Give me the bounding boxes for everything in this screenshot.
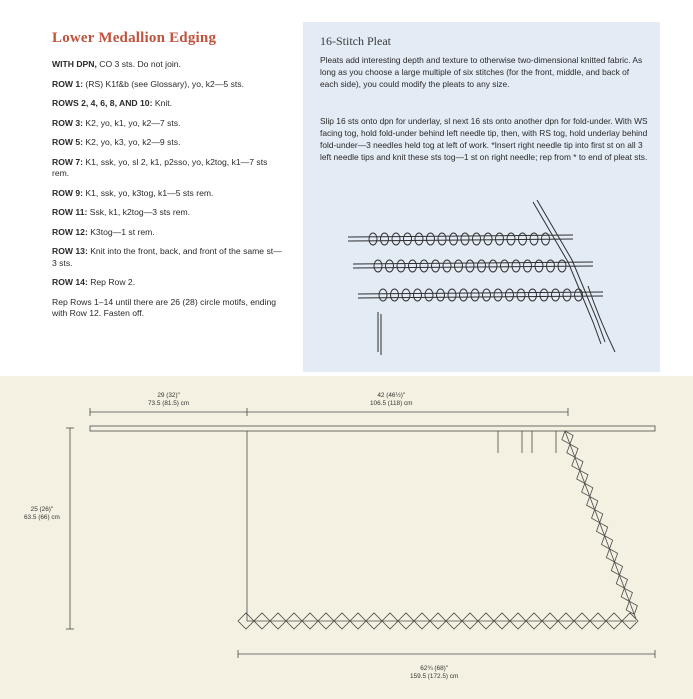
top-band: [90, 426, 655, 431]
stitch-loop: [466, 260, 474, 272]
stitch-loop: [381, 233, 389, 245]
stitch-loop: [391, 289, 399, 301]
dim-label-bottom: 62¾ (68)" 159.5 (172.5) cm: [410, 665, 459, 680]
edging-row: [52, 59, 284, 71]
stitch-loop: [369, 233, 377, 245]
edging-row-label: ROW 1:: [52, 78, 84, 89]
stitch-loop: [415, 233, 423, 245]
edging-row-text: Rep Rows 1–14 until there are 26 (28) circle motifs, ending with Row 12. Fasten off.: [52, 296, 277, 318]
edging-row: [52, 227, 284, 239]
stitch-loop: [552, 289, 560, 301]
edging-row-text: K1, ssk, yo, sl 2, k1, p2sso, yo, k2tog, k1—7 sts rem.: [52, 156, 268, 178]
body-slanted-edge: [565, 431, 636, 619]
edging-row: [52, 137, 284, 149]
pleat-needles-illustration: [303, 22, 660, 372]
stitch-loop: [455, 260, 463, 272]
right-needle: [533, 202, 601, 344]
dim-label-top-left: 29 (32)" 73.5 (81.5) cm: [148, 392, 190, 407]
pleat-paragraph-method: Slip 16 sts onto dpn for underlay, sl next 16 sts onto another dpn for fold-under. With WS facing tog, hold fold-under behind left needle tip, then, with RS tog, hold underlay behind fold-under—3 needles held tog at left of work. *Insert right needle tip into first st on all 3 left needle tips and knit these sts tog—1 st on right needle; rep from * to end of pleat sts.: [320, 116, 648, 162]
edging-row: [52, 118, 284, 130]
stitch-loop: [404, 233, 412, 245]
edging-row-text: Knit into the front, back, and front of the same st—3 sts.: [52, 246, 282, 268]
edging-row-label: ROW 5:: [52, 137, 84, 147]
edging-row: [52, 246, 284, 269]
stitch-loop: [529, 289, 537, 301]
pleat-title: 16-Stitch Pleat: [320, 34, 391, 48]
edging-section: [52, 30, 284, 328]
edging-row: [52, 297, 284, 320]
stitch-loop: [512, 260, 520, 272]
stitch-loop: [507, 233, 515, 245]
stitch-loop: [450, 233, 458, 245]
stitch-loop: [506, 289, 514, 301]
edging-row-label: ROW 9:: [52, 187, 84, 198]
edging-row-text: Ssk, k1, k2tog—3 sts rem.: [87, 207, 191, 217]
edging-row: [52, 157, 284, 180]
stitch-loop: [473, 233, 481, 245]
stitch-loop: [386, 260, 394, 272]
pleat-paragraph-intro: Pleats add interesting depth and texture to otherwise two-dimensional knitted fabric. As long as you choose a large multiple of six stitches (for the front, middle, and back of each side), you could modify the pleats to any size.: [320, 55, 643, 89]
stitch-loop: [409, 260, 417, 272]
edging-row-text: (RS) K1f&b (see Glossary), yo, k2—5 sts.: [83, 78, 244, 89]
dim-label-top-right: 42 (46½)" 106.5 (118) cm: [370, 392, 413, 407]
medallion-edging-side: [562, 431, 638, 614]
stitch-loop: [501, 260, 509, 272]
stitch-loop: [496, 233, 504, 245]
edging-row-label: ROW 14:: [52, 277, 88, 287]
stitch-loop: [379, 289, 387, 301]
edging-row-text: K3tog—1 st rem.: [87, 226, 155, 237]
stitch-loop: [443, 260, 451, 272]
edging-row-label: ROW 3:: [52, 117, 84, 128]
stitch-loop: [374, 260, 382, 272]
stitch-loop: [489, 260, 497, 272]
stitch-loop: [448, 289, 456, 301]
stitch-loop: [524, 260, 532, 272]
edging-row-text: Knit.: [152, 98, 173, 108]
edging-row-label: ROW 7:: [52, 156, 84, 167]
edging-title: Lower Medallion Edging: [52, 30, 217, 46]
stitch-loop: [563, 289, 571, 301]
stitch-loop: [437, 289, 445, 301]
pleat-sidebar: [303, 22, 660, 372]
needle-bottom: [358, 292, 603, 294]
edging-row-label: ROW 11:: [52, 207, 88, 217]
stitch-loop: [414, 289, 422, 301]
dim-label-side: 25 (26)" 63.5 (66) cm: [24, 506, 60, 521]
stitch-loop: [483, 289, 491, 301]
stitch-loop: [540, 289, 548, 301]
edging-row-text: CO 3 sts. Do not join.: [96, 59, 181, 69]
stitch-loop: [397, 260, 405, 272]
stitch-loop: [478, 260, 486, 272]
edging-row-label: ROWS 2, 4, 6, 8, AND 10:: [52, 98, 153, 108]
edging-row: [52, 277, 284, 289]
fabric-edge: [378, 312, 381, 355]
edging-row-text: K2, yo, k3, yo, k2—9 sts.: [83, 137, 181, 147]
garment-schematic: [0, 376, 693, 699]
stitch-loop: [432, 260, 440, 272]
edging-row-text: Rep Row 2.: [87, 277, 136, 287]
stitch-loop: [461, 233, 469, 245]
edging-row-label: ROW 13:: [52, 246, 88, 256]
edging-row: [52, 207, 284, 219]
edging-row-text: K2, yo, k1, yo, k2—7 sts.: [83, 117, 181, 128]
schematic-drawing: [0, 376, 693, 699]
stitch-loop: [484, 233, 492, 245]
edging-diamonds-side: [562, 431, 638, 614]
edging-row: [52, 79, 284, 91]
stitch-loop: [471, 289, 479, 301]
edging-row: [52, 188, 284, 200]
edging-rows: [52, 59, 284, 320]
edging-row-label: ROW 12:: [52, 226, 88, 237]
stitch-loop: [392, 233, 400, 245]
stitch-loop: [494, 289, 502, 301]
stitch-loop: [427, 233, 435, 245]
stitch-loop: [438, 233, 446, 245]
stitch-loop: [460, 289, 468, 301]
stitch-loop: [420, 260, 428, 272]
stitch-loop: [402, 289, 410, 301]
edging-row-label: WITH DPN,: [52, 59, 97, 69]
edging-row: [52, 98, 284, 110]
edging-row-text: K1, ssk, yo, k3tog, k1—5 sts rem.: [83, 187, 214, 198]
stitch-loop: [517, 289, 525, 301]
stitch-loop: [425, 289, 433, 301]
